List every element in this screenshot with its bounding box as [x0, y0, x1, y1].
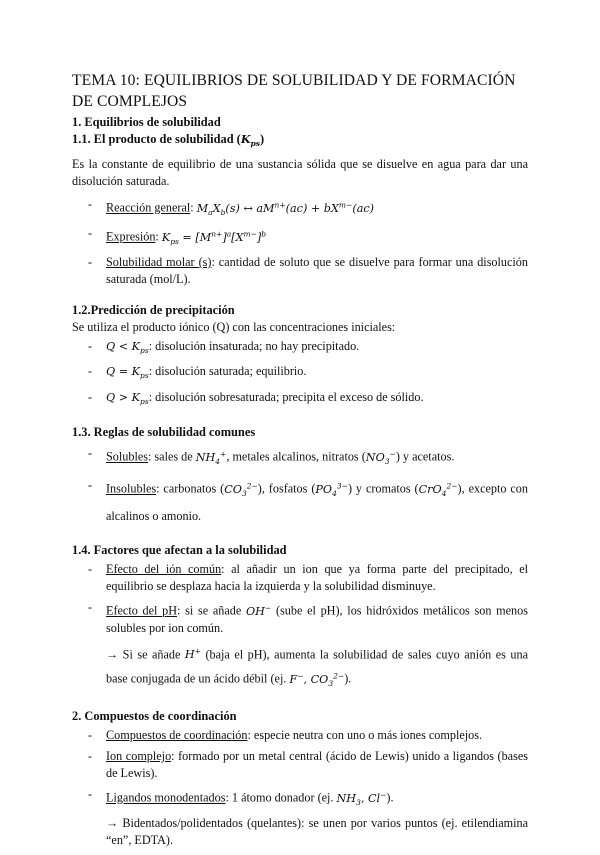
equation-ksp-expression: $K_{ps} = [M^{n+}]^a[X^{m-}]^b$ [161, 229, 267, 247]
list-item: - Efecto del pH: si se añade OH− (sube el pH), los hidróxidos metálicos son menos solubles por ion común. [72, 599, 528, 637]
equation-general-reaction: $M_aX_b(s)$ ↔ $aM^{n+}(ac) + bX^{m-}(ac)$ [196, 200, 374, 218]
list-item: - Ion complejo: formado por un metal central (ácido de Lewis) unido a ligandos (bases de Lewis). [72, 748, 528, 782]
ksp-symbol: $K_{ps}$ [240, 132, 261, 149]
paragraph-ksp-definition: Es la constante de equilibrio de una sustancia sólida que se disuelve en agua para dar una disolución saturada. [72, 157, 528, 189]
list-item: - $Q > K_{ps}$: disolución sobresaturada; precipita el exceso de sólido. [72, 389, 528, 410]
list-item: - Ligandos monodentados: 1 átomo donador (ej. $NH_3$, Cl−). [72, 786, 528, 811]
list-item: - $Q < K_{ps}$: disolución insaturada; no hay precipitado. [72, 338, 528, 359]
paragraph-bidentate: → Bidentados/polidentados (quelantes): se unen por varios puntos (ej. etilendiamina “en”, EDTA). [106, 816, 528, 848]
section-heading-1-1: 1.1. El producto de solubilidad $(K_{ps})$ [72, 132, 265, 149]
section-heading-1-4: 1.4. Factores que afectan a la solubilidad [72, 542, 287, 557]
page-title: TEMA 10: EQUILIBRIOS DE SOLUBILIDAD Y DE FORMACIÓN DE COMPLEJOS [72, 72, 516, 110]
list-ksp [72, 196, 528, 288]
section-heading-2: 2. Compuestos de coordinación [72, 709, 237, 724]
list-precipitation [72, 338, 528, 410]
list-item: - Solubles: sales de $NH_4^+$, metales alcalinos, nitratos $(NO_3^-)$ y acetatos. [72, 445, 528, 470]
list-item: - Solubilidad molar (s): cantidad de soluto que se disuelve para formar una disolución saturada (mol/L). [72, 254, 528, 288]
list-solubility-factors [72, 561, 528, 637]
section-heading-1-2: 1.2.Predicción de precipitación [72, 303, 235, 318]
paragraph-acid-effect: → Si se añade H+ (baja el pH), aumenta la solubilidad de sales cuyo anión es una base conjugada de un ácido débil (ej. F−, $CO_3^{2-}$). [106, 646, 529, 689]
list-item: - Insolubles: carbonatos $(CO_3^{2-})$, fosfatos $(PO_4^{3-})$ y cromatos (CrO$_4^{2-}$), excepto con alcalinos o amonio. [72, 474, 528, 528]
list-item: - Compuestos de coordinación: especie neutra con uno o más iones complejos. [72, 727, 528, 744]
list-solubility-rules [72, 445, 528, 528]
document-page [72, 70, 528, 855]
list-item: - Reacción general: $M_aX_b(s)$ ↔ $aM^{n+}(ac) + bX^{m-}(ac)$ [72, 196, 528, 221]
section-heading-1: 1. Equilibrios de solubilidad [72, 115, 221, 129]
section-heading-1-3: 1.3. Reglas de solubilidad comunes [72, 424, 256, 439]
list-coordination [72, 727, 528, 811]
paragraph-ionic-product: Se utiliza el producto iónico (Q) con las concentraciones iniciales: [72, 320, 396, 335]
list-item: - Expresión: $K_{ps} = [M^{n+}]^a[X^{m-}]^b$ [72, 225, 528, 250]
list-item: - $Q = K_{ps}$: disolución saturada; equilibrio. [72, 363, 528, 384]
list-item: - Efecto del ión común: al añadir un ion que ya forma parte del precipitado, el equilibrio se desplaza hacia la izquierda y la solubilidad disminuye. [72, 561, 528, 595]
